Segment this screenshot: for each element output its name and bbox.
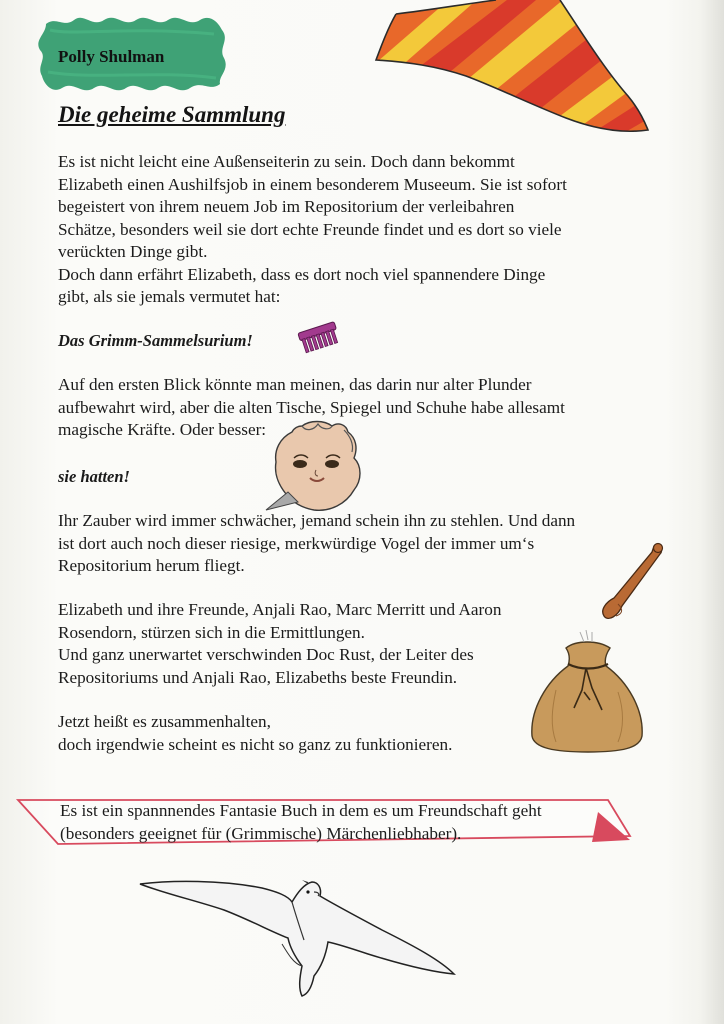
- recommendation-banner: [12, 796, 638, 852]
- subheading-grimm: Das Grimm-Sammelsurium!: [58, 331, 253, 350]
- text-line: (besonders geeignet für (Grimmische) Märchenliebhaber).: [60, 823, 462, 843]
- mystery-paragraph: [58, 510, 658, 578]
- page-edge-shadow: [700, 0, 724, 1024]
- intro-paragraph: [58, 151, 658, 309]
- text-line: begeistert von ihrem neuem Job im Repositorium der verleibahren: [58, 197, 515, 216]
- text-line: Schätze, besonders weil sie dort echte Freunde findet und es dort so viele: [58, 219, 562, 239]
- text-line: Ihr Zauber wird immer schwächer, jemand schein ihn zu stehlen. Und dann: [58, 511, 576, 530]
- text-line: Rosendorn, stürzen sich in die Ermittlungen.: [58, 622, 365, 642]
- text-line: Jetzt heißt es zusammenhalten,: [58, 712, 271, 731]
- text-line: aufbewahrt wird, aber die alten Tische, Spiegel und Schuhe habe allesamt: [58, 397, 565, 417]
- text-line: Repositorium herum fliegt.: [58, 556, 245, 575]
- text-line: ist dort auch noch dieser riesige, merkwürdige Vogel der immer um‘s: [58, 533, 535, 553]
- text-line: gibt, als sie jemals vermutet hat:: [58, 287, 281, 306]
- subheading-they-had: sie hatten!: [58, 467, 130, 486]
- bird-drawing: [132, 862, 458, 998]
- recommendation-text: [60, 800, 542, 845]
- text-line: Elizabeth einen Aushilfsjob in einem besonderem Museeum. Sie ist sofort: [58, 174, 567, 194]
- book-title: Die geheime Sammlung: [58, 102, 286, 127]
- text-line: verückten Dinge gibt.: [58, 242, 208, 261]
- text-line: Repositoriums und Anjali Rao, Elizabeths beste Freundin.: [58, 667, 458, 687]
- mask-icon: [258, 418, 370, 518]
- text-line: Auf den ersten Blick könnte man meinen, das darin nur alter Plunder: [58, 375, 532, 394]
- scarf-drawing: [370, 0, 660, 140]
- text-line: Doch dann erfährt Elizabeth, dass es dort noch viel spannendere Dinge: [58, 264, 546, 284]
- text-line: Es ist nicht leicht eine Außenseiterin zu sein. Doch dann bekommt: [58, 152, 515, 171]
- text-line: doch irgendwie scheint es nicht so ganz zu funktionieren.: [58, 734, 453, 754]
- text-line: Es ist ein spannnendes Fantasie Buch in dem es um Freundschaft geht: [60, 801, 542, 820]
- text-line: magische Kräfte. Oder besser:: [58, 420, 267, 439]
- text-line: Und ganz unerwartet verschwinden Doc Rust, der Leiter des: [58, 645, 474, 664]
- text-line: Elizabeth und ihre Freunde, Anjali Rao, Marc Merritt und Aaron: [58, 600, 502, 619]
- together-paragraph: [58, 711, 658, 756]
- comb-icon: [296, 319, 342, 355]
- author-badge: [34, 14, 230, 94]
- author-name: Polly Shulman: [58, 47, 165, 66]
